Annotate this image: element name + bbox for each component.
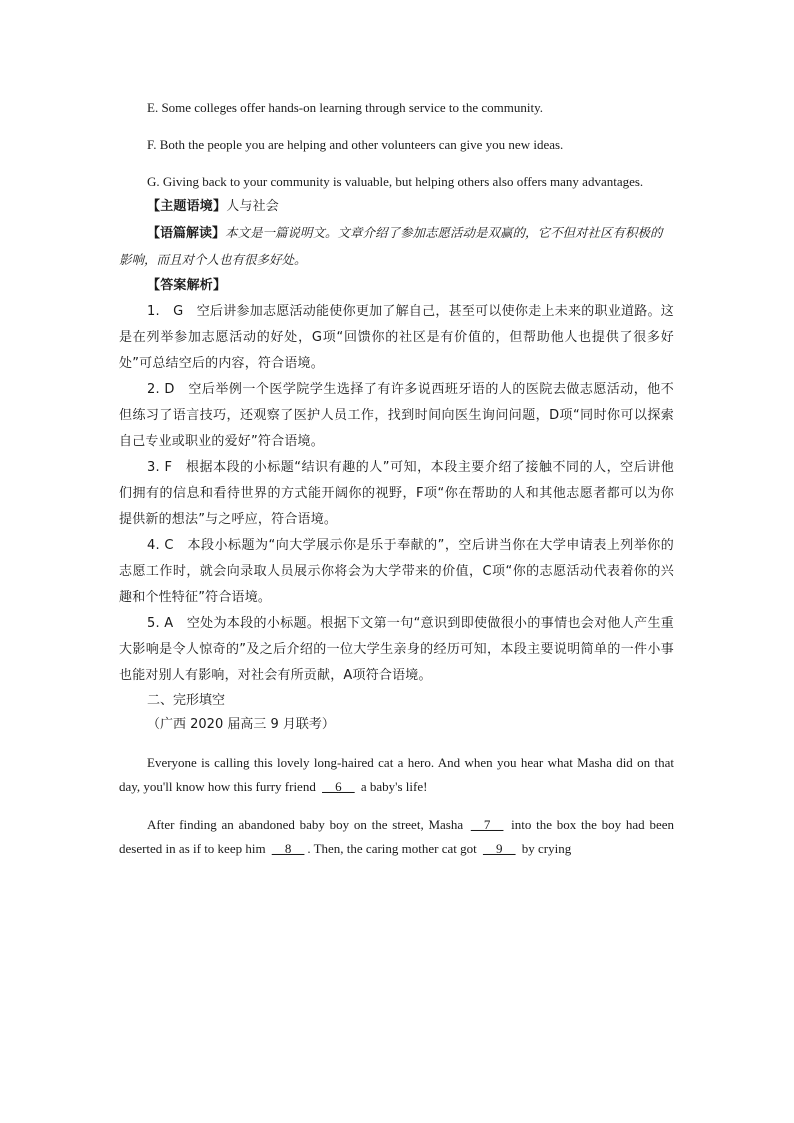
analysis-line	[119, 220, 674, 273]
option-f: F. Both the people you are helping and other volunteers can give you new ideas.	[147, 137, 564, 152]
cloze-text: by crying	[518, 841, 572, 856]
document-page	[119, 96, 674, 861]
analysis-value: 本文是一篇说明文。文章介绍了参加志愿活动是双赢的，它不但对社区有积极的影响，而且对个人也有很多好处。	[119, 225, 663, 267]
cloze-blank-9: __9__	[483, 841, 516, 856]
cloze-blank-8: __8__	[271, 841, 305, 856]
answer-item: 5. A 空处为本段的小标题。根据下文第一句“意识到即使做很小的事情也会对他人产生重大影响是令人惊奇的”及之后介绍的一位大学生亲身的经历可知，本段主要说明简单的一件小事也能对别人有影响，对社会有所贡献，A项符合语境。	[119, 616, 674, 683]
answer-item: 1. G 空后讲参加志愿活动能使你更加了解自己，甚至可以使你走上未来的职业道路。这是在列举参加志愿活动的好处，G项“回馈你的社区是有价值的，但帮助他人也提供了很多好处”可总结空后的内容，符合语境。	[119, 304, 674, 371]
cloze-text: . Then, the caring mother cat got	[307, 841, 481, 856]
answer-item: 4. C 本段小标题为“向大学展示你是乐于奉献的”，空后讲当你在大学申请表上列举你的志愿工作时，就会向录取人员展示你将会为大学带来的价值，C项“你的志愿活动代表着你的兴趣和个性特征”符合语境。	[119, 538, 674, 605]
theme-label: 【主题语境】	[147, 199, 227, 214]
cloze-blank-7: __7__	[470, 817, 504, 832]
answer-item: 2. D 空后举例一个医学院学生选择了有许多说西班牙语的人的医院去做志愿活动，他不但练习了语言技巧，还观察了医护人员工作，找到时间向医生询问问题，D项“同时你可以探索自己专业或职业的爱好”符合语境。	[119, 382, 674, 449]
theme-value: 人与社会	[226, 199, 280, 214]
cloze-text: After finding an abandoned baby boy on the street, Masha	[147, 817, 468, 832]
cloze-paragraph-2	[119, 813, 674, 861]
answer-item: 3. F 根据本段的小标题“结识有趣的人”可知，本段主要介绍了接触不同的人，空后讲他们拥有的信息和看待世界的方式能开阔你的视野，F项“你在帮助的人和其他志愿者都可以为你提供新的想法”与之呼应，符合语境。	[119, 460, 674, 527]
cloze-blank-6: __6__	[322, 779, 355, 794]
cloze-text: into the box the boy had been deserted in as if to keep him	[119, 817, 674, 856]
section-source: （广西 2020 届高三 9 月联考）	[147, 717, 335, 732]
cloze-paragraph-1	[119, 751, 674, 799]
cloze-text: a baby's life!	[357, 779, 428, 794]
option-e: E. Some colleges offer hands-on learning through service to the community.	[147, 100, 544, 115]
answers-label: 【答案解析】	[147, 278, 227, 293]
cloze-text: Everyone is calling this lovely long-haired cat a hero. And when you hear what Masha did on that day, you'll know how this furry friend	[119, 755, 674, 794]
section-title: 二、完形填空	[147, 693, 226, 708]
theme-line	[119, 194, 674, 220]
option-g: G. Giving back to your community is valuable, but helping others also offers many advantages.	[147, 174, 644, 189]
analysis-label: 【语篇解读】	[147, 226, 226, 241]
answers-heading	[119, 273, 674, 299]
